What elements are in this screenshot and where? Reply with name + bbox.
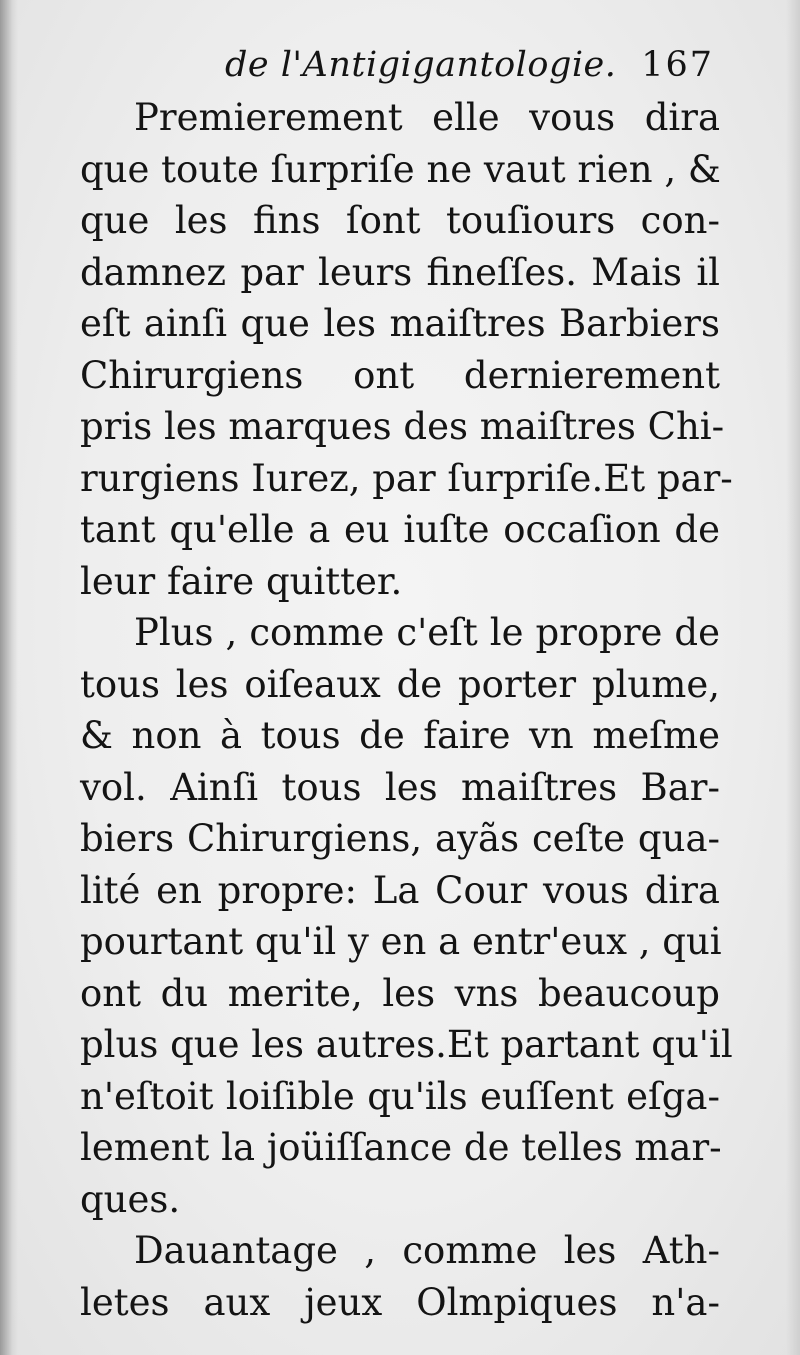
text-line: leur faire quitter. — [80, 559, 403, 603]
text-line: lité en propre: La Cour vous dira — [80, 868, 720, 912]
text-line: tous les oiſeaux de porter plume, — [80, 662, 720, 706]
text-line: damnez par leurs fineſſes. Mais il — [80, 250, 720, 294]
running-head-title: de l'Antigigantologie. — [225, 45, 617, 85]
text-line: vol. Ainſi tous les maiſtres Bar- — [80, 765, 720, 809]
text-line: Dauantage , comme les Ath- — [134, 1229, 720, 1272]
page-gutter-shadow — [0, 0, 18, 1355]
text-line: plus que les autres.Et partant qu'il — [80, 1023, 733, 1066]
text-line: pris les marques des maiſtres Chi- — [80, 405, 725, 448]
text-line: Chirurgiens ont dernierement — [80, 353, 720, 397]
body-text — [80, 92, 733, 1328]
text-line: ques. — [80, 1177, 181, 1221]
text-line: ont du merite, les vns beaucoup — [80, 971, 720, 1015]
text-line: rurgiens Iurez, par ſurpriſe.Et par- — [80, 456, 733, 500]
text-line: Plus , comme c'eſt le propre de — [134, 611, 720, 654]
text-line: n'eſtoit loiſible qu'ils euſſent eſga- — [80, 1074, 720, 1118]
page-number: 167 — [641, 45, 714, 85]
text-line: que toute ſurpriſe ne vaut rien , & — [80, 147, 721, 191]
text-line: biers Chirurgiens, ayãs ceſte qua- — [80, 817, 720, 860]
text-line: pourtant qu'il y en a entr'eux , qui — [80, 920, 722, 963]
running-head — [80, 40, 720, 90]
text-line: eſt ainſi que les maiſtres Barbiers — [80, 302, 720, 345]
text-line: & non à tous de faire vn meſme — [80, 714, 720, 757]
text-line: Premierement elle vous dira — [134, 96, 720, 139]
text-line: que les fins ſont touſiours con- — [80, 199, 720, 242]
text-line: tant qu'elle a eu iuſte occaſion de — [80, 508, 720, 551]
text-line: lement la joüiſſance de telles mar- — [80, 1126, 722, 1169]
text-line: letes aux jeux Olmpiques n'a- — [80, 1280, 720, 1324]
page-edge — [786, 0, 800, 1355]
